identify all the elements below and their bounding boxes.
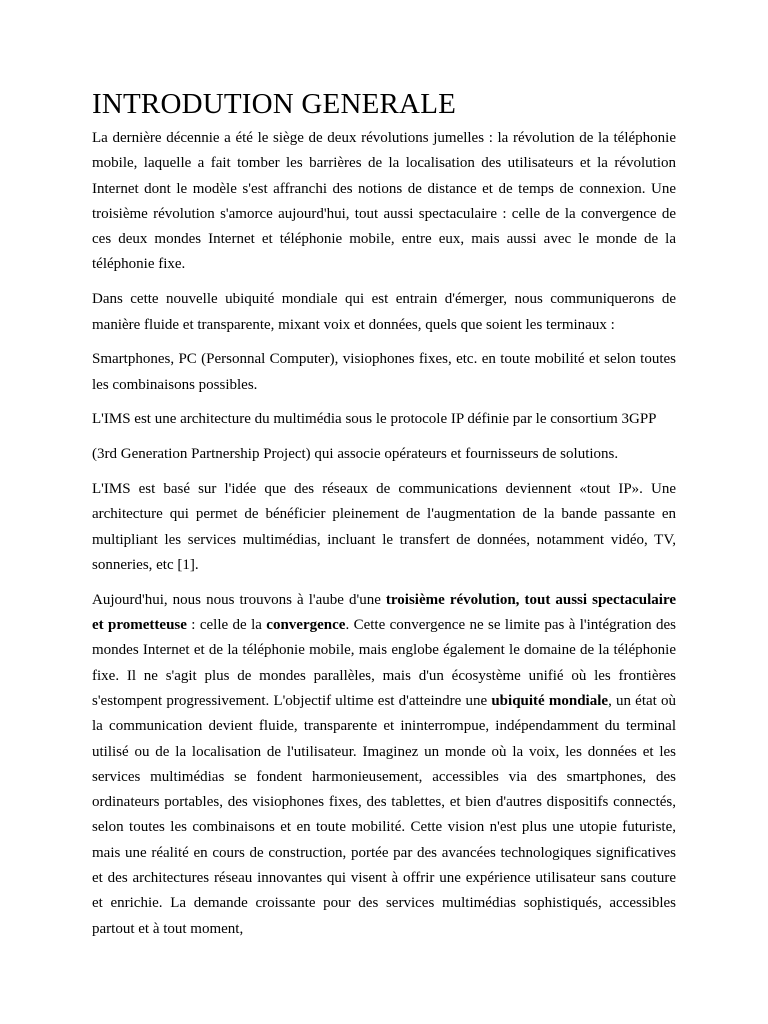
- paragraph-3gpp: (3rd Generation Partnership Project) qui associe opérateurs et fournisseurs de solutions.: [92, 446, 619, 463]
- document-title: INTRODUTION GENERALE: [92, 88, 457, 120]
- convergence-text-c: : celle de la: [186, 617, 267, 634]
- convergence-text-a: Aujourd'hui, nous nous trouvons à l'aube d'une: [92, 591, 386, 608]
- paragraph-ubiquity: Dans cette nouvelle ubiquité mondiale qui est entrain d'émerger, nous communiquerons de manière fluide et transparente, mixant voix et données, quels que soient les terminaux :: [92, 291, 676, 333]
- paragraph-convergence: [92, 588, 676, 942]
- paragraph-all-ip: L'IMS est basé sur l'idée que des réseaux de communications deviennent «tout IP». Une architecture qui permet de bénéficier pleinement de l'augmentation de la bande passante en multipliant les services multimédias, incluant le transfert de données, notamment vidéo, TV, sonneries, etc [1].: [92, 481, 676, 573]
- convergence-text-g: , un état où la communication devient fluide, transparente et ininterrompue, indépendamment du terminal utilisé ou de la localisation de l'utilisateur. Imaginez un monde où la voix, les données et les services multimédias se fondent harmonieusement, accessibles via des smartphones, des ordinateurs portables, des visiophones fixes, des tablettes, et bien d'autres dispositifs connectés, selon toutes les combinaisons et en toute mobilité. Cette vision n'est plus une utopie futuriste, mais une réalité en cours de construction, portée par des avancées technologiques significatives et des architectures réseau innovantes qui visent à offrir une expérience utilisateur sans couture et enrichie. La demande croissante pour des services multimédias sophistiqués, accessibles partout et à tout moment,: [92, 692, 676, 937]
- paragraph-revolutions: La dernière décennie a été le siège de deux révolutions jumelles : la révolution de la téléphonie mobile, laquelle a fait tomber les barrières de la localisation des utilisateurs et la révolution Internet dont le modèle s'est affranchi des notions de distance et de temps de connexion. Une troisième révolution s'amorce aujourd'hui, tout aussi spectaculaire : celle de la convergence de ces deux mondes Internet et téléphonie mobile, entre eux, mais aussi avec le monde de la téléphonie fixe.: [92, 130, 676, 273]
- convergence-text-e: . Cette convergence ne se limite pas à l'intégration des mondes Internet et de la téléphonie mobile, mais englobe également le domaine de la téléphonie fixe. Il ne s'agit plus de mondes parallèles, mais d'un écosystème unifié où les frontières s'estompent progressivement. L'objectif ultime est d'atteindre une: [92, 617, 676, 709]
- paragraph-ims-definition: L'IMS est une architecture du multimédia sous le protocole IP définie par le consortium 3GPP: [92, 411, 657, 428]
- paragraph-terminals: Smartphones, PC (Personnal Computer), visiophones fixes, etc. en toute mobilité et selon toutes les combinaisons possibles.: [92, 351, 676, 393]
- convergence-bold-ubiquity: ubiquité mondiale: [491, 692, 609, 709]
- document-page: [92, 82, 676, 951]
- convergence-bold-revolution: troisième révolution, tout aussi spectaculaire et prometteuse: [92, 591, 676, 634]
- convergence-bold-convergence: convergence: [266, 617, 346, 634]
